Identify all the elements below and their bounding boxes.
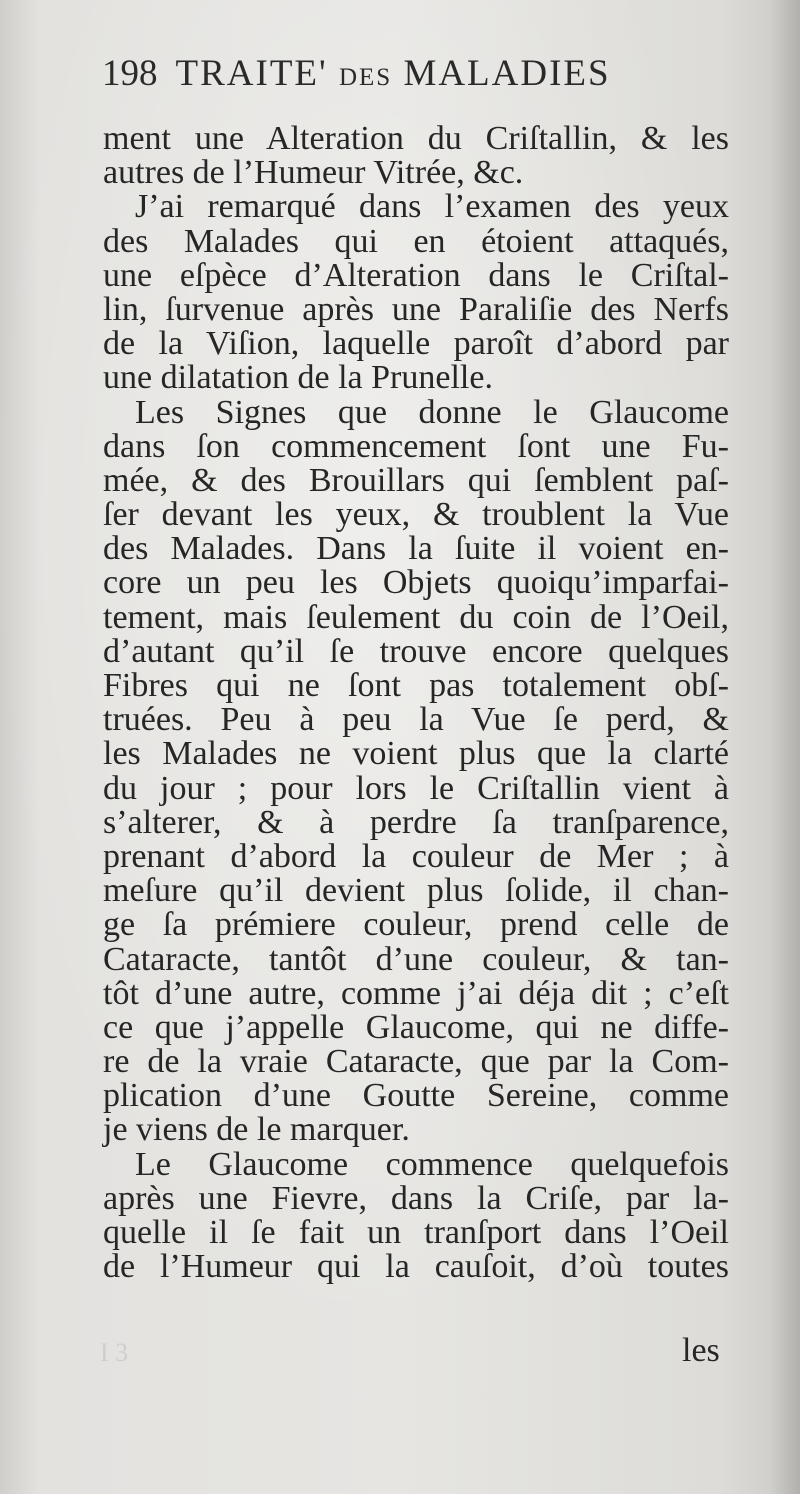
text-line: de l’Humeur qui la cauſoit, d’où toutes	[103, 1248, 729, 1286]
text-line: du jour ; pour lors le Criſtallin vient à	[103, 769, 729, 807]
text-line: s’alterer, & à perdre ſa tranſparence,	[103, 803, 729, 841]
text-line: re de la vraie Cataracte, que par la Com-	[103, 1043, 729, 1081]
text-line: tement, mais ſeulement du coin de l’Oeil,	[103, 598, 729, 636]
text-line: mée, & des Brouillars qui ſemblent paſ-	[103, 461, 729, 499]
text-line: core un peu les Objets quoiqu’imparfai-	[103, 564, 729, 602]
text-line: ce que j’appelle Glaucome, qui ne diffe-	[103, 1008, 729, 1046]
text-line: quelle il ſe fait un tranſport dans l’Oeil	[103, 1214, 729, 1251]
running-title-word-3: MALADIES	[403, 53, 611, 94]
text-line: Fibres qui ne ſont pas totalement obſ-	[103, 667, 729, 704]
text-line: tôt d’une autre, comme j’ai déja dit ; c’eſt	[103, 974, 729, 1012]
page-edge-shadow	[770, 0, 800, 1494]
text-line: ment une Alteration du Criſtallin, & les	[103, 120, 729, 157]
running-header	[102, 52, 702, 100]
text-line: Cataracte, tantôt d’une couleur, & tan-	[103, 940, 729, 978]
text-line: dans ſon commencement ſont une Fu-	[103, 427, 729, 465]
page-number: 198	[102, 53, 158, 94]
text-line: des Malades. Dans la ſuite il voient en-	[103, 530, 729, 568]
running-title-word-1: TRAITE'	[175, 53, 328, 94]
text-line: plication d’une Goutte Sereine, comme	[103, 1077, 729, 1115]
text-line: après une Fievre, dans la Criſe, par la-	[103, 1179, 729, 1217]
text-line: d’autant qu’il ſe trouve encore quelques	[103, 632, 729, 670]
text-line: Le Glaucome commence quelquefois	[135, 1145, 729, 1183]
text-line: les Malades ne voient plus que la clarté	[103, 735, 729, 773]
text-line: Les Signes que donne le Glaucome	[135, 393, 729, 431]
text-line: ge ſa prémiere couleur, prend celle de	[103, 906, 729, 944]
running-title-word-2: DES	[338, 64, 393, 91]
text-line: lin, ſurvenue après une Paraliſie des Nerfs	[103, 290, 729, 328]
text-line: une eſpèce d’Alteration dans le Criſtal-	[103, 256, 729, 294]
text-line: ſer devant les yeux, & troublent la Vue	[103, 496, 729, 534]
text-line: des Malades qui en étoient attaqués,	[103, 222, 729, 260]
text-line: de la Viſion, laquelle paroît d’abord par	[103, 325, 729, 363]
text-line: une dilatation de la Prunelle.	[103, 359, 493, 397]
text-line: autres de l’Humeur Vitrée, &c.	[103, 154, 524, 192]
body-text	[103, 122, 729, 1284]
text-line: je viens de le marquer.	[103, 1111, 410, 1149]
text-line: truées. Peu à peu la Vue ſe perd, &	[103, 701, 729, 739]
show-through-signature: I 3	[100, 1338, 129, 1367]
text-line: J’ai remarqué dans l’examen des yeux	[135, 188, 729, 226]
catchword: les	[682, 1332, 720, 1369]
running-title	[176, 53, 611, 94]
text-line: meſure qu’il devient plus ſolide, il chan-	[103, 872, 729, 910]
text-line: prenant d’abord la couleur de Mer ; à	[103, 837, 729, 875]
